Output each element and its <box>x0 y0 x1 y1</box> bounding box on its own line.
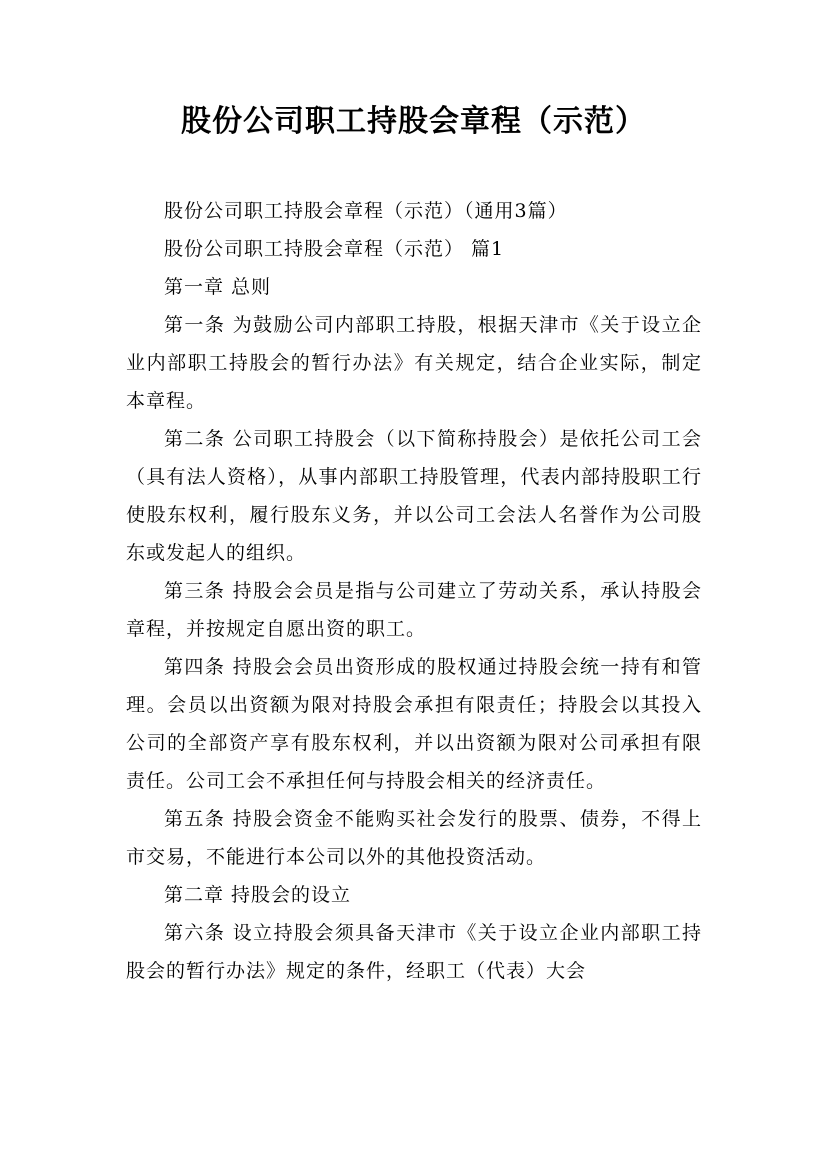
document-body <box>126 192 702 990</box>
paragraph: 股份公司职工持股会章程（示范） 篇1 <box>164 238 505 260</box>
paragraph: 第五条 持股会资金不能购买社会发行的股票、债券，不得上市交易，不能进行本公司以外的其他投资活动。 <box>126 808 702 868</box>
paragraph: 第六条 设立持股会须具备天津市《关于设立企业内部职工持股会的暂行办法》规定的条件，经职工（代表）大会 <box>126 922 702 982</box>
paragraph: 第一条 为鼓励公司内部职工持股，根据天津市《关于设立企业内部职工持股会的暂行办法》有关规定，结合企业实际，制定本章程。 <box>126 314 702 412</box>
document-title: 股份公司职工持股会章程（示范） <box>181 104 646 139</box>
paragraph: 股份公司职工持股会章程（示范）（通用3篇） <box>164 200 568 222</box>
paragraph: 第四条 持股会会员出资形成的股权通过持股会统一持有和管理。会员以出资额为限对持股会承担有限责任；持股会以其投入公司的全部资产享有股东权利，并以出资额为限对公司承担有限责任。公司工会不承担任何与持股会相关的经济责任。 <box>126 656 702 792</box>
paragraph: 第二条 公司职工持股会（以下简称持股会）是依托公司工会（具有法人资格），从事内部职工持股管理，代表内部持股职工行使股东权利，履行股东义务，并以公司工会法人名誉作为公司股东或发起人的组织。 <box>126 428 702 564</box>
paragraph: 第三条 持股会会员是指与公司建立了劳动关系，承认持股会章程，并按规定自愿出资的职工。 <box>126 580 702 640</box>
chapter-heading: 第一章 总则 <box>164 276 272 298</box>
chapter-heading: 第二章 持股会的设立 <box>164 884 352 906</box>
